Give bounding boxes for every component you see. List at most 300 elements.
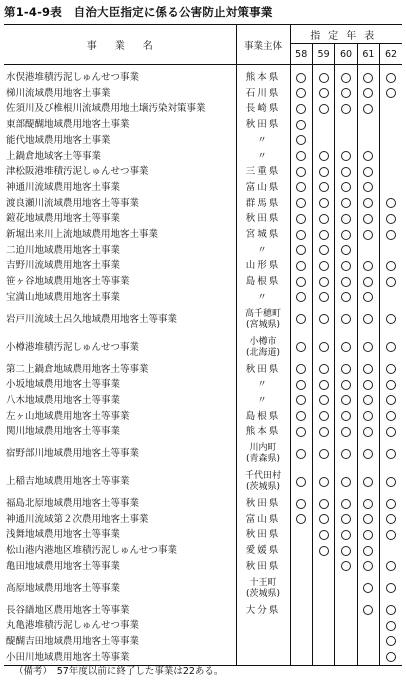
year-cell	[290, 650, 312, 666]
table-row	[4, 149, 402, 165]
table-row	[4, 334, 402, 362]
year-cell	[380, 65, 402, 86]
designated-circle-icon	[363, 292, 373, 302]
designated-circle-icon	[341, 277, 351, 287]
designated-circle-icon	[363, 499, 373, 509]
table-row	[4, 306, 402, 334]
project-name: 亀田地域農用地客土等事業	[4, 559, 236, 575]
designated-circle-icon	[319, 499, 329, 509]
designated-circle-icon	[319, 230, 329, 240]
year-cell	[312, 527, 334, 543]
year-cell	[357, 575, 379, 603]
year-cell	[290, 527, 312, 543]
project-name: 能代地域農用地客土事業	[4, 133, 236, 149]
project-name: 浅舞地域農用地客土等事業	[4, 527, 236, 543]
project-name: 笹ヶ谷地域農用地客土等事業	[4, 274, 236, 290]
project-name: 小田川地域農用地客土等事業	[4, 650, 236, 666]
projects-table	[4, 24, 402, 666]
designated-circle-icon	[319, 477, 329, 487]
year-cell	[380, 258, 402, 274]
year-cell	[335, 211, 357, 227]
year-cell	[290, 377, 312, 393]
project-name: 宝満山地域農用地客土事業	[4, 290, 236, 306]
year-cell	[357, 527, 379, 543]
table-row	[4, 196, 402, 212]
year-cell	[290, 468, 312, 496]
year-cell	[290, 543, 312, 559]
year-cell	[290, 290, 312, 306]
project-entity: 富山県	[236, 180, 290, 196]
designated-circle-icon	[386, 583, 396, 593]
year-cell	[380, 512, 402, 528]
designated-circle-icon	[319, 292, 329, 302]
project-entity: 十王町 (茨城県)	[236, 575, 290, 603]
designated-circle-icon	[341, 380, 351, 390]
designated-circle-icon	[386, 427, 396, 437]
designated-circle-icon	[341, 292, 351, 302]
year-cell	[380, 101, 402, 117]
designated-circle-icon	[296, 449, 306, 459]
year-cell	[290, 133, 312, 149]
project-name: 津松阪港堆積汚泥しゅんせつ事業	[4, 164, 236, 180]
year-cell	[380, 634, 402, 650]
year-cell	[380, 575, 402, 603]
designated-circle-icon	[363, 364, 373, 374]
project-entity: 島根県	[236, 409, 290, 425]
year-cell	[380, 527, 402, 543]
designated-circle-icon	[386, 314, 396, 324]
year-cell	[290, 334, 312, 362]
designated-circle-icon	[296, 198, 306, 208]
table-row	[4, 86, 402, 102]
project-name: 東部醍醐地域農用地客土事業	[4, 117, 236, 133]
year-header: 59	[312, 44, 334, 65]
designated-circle-icon	[319, 364, 329, 374]
table-row	[4, 409, 402, 425]
year-cell	[357, 274, 379, 290]
project-entity: 川内町 (青森県)	[236, 440, 290, 468]
year-cell	[357, 258, 379, 274]
project-name: 神通川流域農用地客土事業	[4, 180, 236, 196]
designated-circle-icon	[296, 277, 306, 287]
designated-circle-icon	[319, 380, 329, 390]
designated-circle-icon	[319, 546, 329, 556]
project-name: 醍醐吉田地域農用地客土等事業	[4, 634, 236, 650]
year-cell	[357, 101, 379, 117]
year-cell	[290, 243, 312, 259]
designated-circle-icon	[341, 561, 351, 571]
year-cell	[380, 274, 402, 290]
designated-circle-icon	[363, 380, 373, 390]
year-cell	[357, 393, 379, 409]
designated-circle-icon	[319, 182, 329, 192]
year-cell	[335, 258, 357, 274]
designated-circle-icon	[363, 198, 373, 208]
designated-circle-icon	[296, 411, 306, 421]
designated-circle-icon	[296, 120, 306, 130]
year-cell	[312, 243, 334, 259]
project-entity: 高千穂町 (宮城県)	[236, 306, 290, 334]
designated-circle-icon	[341, 88, 351, 98]
year-cell	[312, 424, 334, 440]
designated-circle-icon	[386, 561, 396, 571]
project-entity: 石川県	[236, 86, 290, 102]
designated-circle-icon	[363, 73, 373, 83]
table-row	[4, 180, 402, 196]
year-cell	[357, 496, 379, 512]
year-cell	[335, 227, 357, 243]
year-cell	[290, 393, 312, 409]
project-entity	[236, 634, 290, 650]
designated-circle-icon	[319, 342, 329, 352]
project-entity: 秋田県	[236, 496, 290, 512]
designated-circle-icon	[341, 342, 351, 352]
year-header: 61	[357, 44, 379, 65]
designated-circle-icon	[363, 167, 373, 177]
year-cell	[290, 634, 312, 650]
project-entity: 宮城県	[236, 227, 290, 243]
project-entity: 〃	[236, 393, 290, 409]
designated-circle-icon	[363, 104, 373, 114]
year-cell	[357, 650, 379, 666]
project-entity: 愛媛県	[236, 543, 290, 559]
year-cell	[380, 243, 402, 259]
year-header: 62	[384, 48, 398, 60]
designated-circle-icon	[363, 151, 373, 161]
designated-circle-icon	[341, 546, 351, 556]
designated-circle-icon	[296, 245, 306, 255]
year-cell	[290, 575, 312, 603]
year-cell	[290, 211, 312, 227]
project-name: 小樽港堆積汚泥しゅんせつ事業	[4, 334, 236, 362]
column-header-entity: 事業主体	[236, 25, 290, 65]
year-cell	[312, 101, 334, 117]
designated-circle-icon	[296, 261, 306, 271]
table-row	[4, 117, 402, 133]
designated-circle-icon	[386, 605, 396, 615]
year-cell	[290, 258, 312, 274]
year-cell	[357, 211, 379, 227]
designated-circle-icon	[341, 395, 351, 405]
project-name: 二迫川地域農用地客土事業	[4, 243, 236, 259]
year-cell	[380, 559, 402, 575]
year-cell	[380, 650, 402, 666]
project-entity: 熊本県	[236, 424, 290, 440]
table-row	[4, 512, 402, 528]
designated-circle-icon	[319, 395, 329, 405]
year-cell	[312, 409, 334, 425]
project-entity: 秋田県	[236, 559, 290, 575]
designated-circle-icon	[341, 477, 351, 487]
designated-circle-icon	[319, 314, 329, 324]
designated-circle-icon	[341, 151, 351, 161]
year-cell	[335, 133, 357, 149]
year-header: 58	[290, 44, 312, 65]
year-cell	[357, 543, 379, 559]
year-cell	[335, 603, 357, 619]
project-entity	[236, 650, 290, 666]
designated-circle-icon	[296, 182, 306, 192]
designated-circle-icon	[386, 364, 396, 374]
designated-circle-icon	[319, 411, 329, 421]
project-entity: 秋田県	[236, 211, 290, 227]
year-cell	[357, 196, 379, 212]
year-cell	[312, 362, 334, 378]
year-cell	[380, 468, 402, 496]
designated-circle-icon	[341, 514, 351, 524]
year-cell	[357, 409, 379, 425]
designated-circle-icon	[386, 530, 396, 540]
year-cell	[335, 164, 357, 180]
designated-circle-icon	[341, 214, 351, 224]
table-row	[4, 164, 402, 180]
year-cell	[335, 575, 357, 603]
year-cell	[357, 559, 379, 575]
year-cell	[290, 496, 312, 512]
year-cell	[312, 86, 334, 102]
designated-circle-icon	[363, 214, 373, 224]
year-cell	[380, 196, 402, 212]
year-cell	[380, 86, 402, 102]
year-cell	[357, 603, 379, 619]
designated-circle-icon	[363, 605, 373, 615]
table-row	[4, 559, 402, 575]
year-cell	[335, 409, 357, 425]
year-cell	[357, 86, 379, 102]
designated-circle-icon	[386, 477, 396, 487]
designated-circle-icon	[386, 652, 396, 662]
year-cell	[335, 559, 357, 575]
year-cell	[312, 468, 334, 496]
table-row	[4, 543, 402, 559]
year-cell	[312, 306, 334, 334]
year-cell	[312, 227, 334, 243]
column-header-name: 事業名	[4, 25, 236, 65]
year-cell	[312, 164, 334, 180]
year-cell	[290, 117, 312, 133]
designated-circle-icon	[363, 395, 373, 405]
year-cell	[335, 86, 357, 102]
project-name: 左ヶ山地域農用地客土等事業	[4, 409, 236, 425]
project-entity: 秋田県	[236, 117, 290, 133]
year-cell	[335, 650, 357, 666]
designated-circle-icon	[363, 514, 373, 524]
project-name: 鎧花地域農用地客土等事業	[4, 211, 236, 227]
project-name: 宿野部川地域農用地客土等事業	[4, 440, 236, 468]
year-cell	[312, 65, 334, 86]
project-name: 八木地域農用地客土等事業	[4, 393, 236, 409]
year-cell	[290, 559, 312, 575]
project-name: 岩戸川流域土呂久地域農用地客土等事業	[4, 306, 236, 334]
designated-circle-icon	[296, 214, 306, 224]
designated-circle-icon	[363, 261, 373, 271]
designated-circle-icon	[319, 277, 329, 287]
year-cell	[312, 618, 334, 634]
designated-circle-icon	[341, 364, 351, 374]
designated-circle-icon	[341, 245, 351, 255]
year-cell	[335, 440, 357, 468]
designated-circle-icon	[386, 514, 396, 524]
designated-circle-icon	[341, 449, 351, 459]
designated-circle-icon	[386, 636, 396, 646]
year-cell	[357, 65, 379, 86]
table-row	[4, 634, 402, 650]
year-cell	[380, 117, 402, 133]
table-row	[4, 496, 402, 512]
year-cell	[380, 409, 402, 425]
designated-circle-icon	[363, 182, 373, 192]
table-row	[4, 393, 402, 409]
designated-circle-icon	[341, 411, 351, 421]
project-name: 松山港内港地区堆積汚泥しゅんせつ事業	[4, 543, 236, 559]
year-cell	[290, 149, 312, 165]
year-cell	[335, 243, 357, 259]
year-cell	[312, 274, 334, 290]
table-row	[4, 101, 402, 117]
project-name: 第二上鍋倉地域農用地客土等事業	[4, 362, 236, 378]
year-cell	[380, 496, 402, 512]
designated-circle-icon	[319, 514, 329, 524]
table-row	[4, 290, 402, 306]
year-cell	[380, 393, 402, 409]
year-cell	[335, 543, 357, 559]
year-cell	[335, 65, 357, 86]
designated-circle-icon	[386, 499, 396, 509]
designated-circle-icon	[319, 88, 329, 98]
year-cell	[357, 133, 379, 149]
year-cell	[357, 227, 379, 243]
designated-circle-icon	[319, 214, 329, 224]
year-cell	[312, 543, 334, 559]
designated-circle-icon	[296, 88, 306, 98]
project-entity: 群馬県	[236, 196, 290, 212]
year-cell	[312, 575, 334, 603]
year-cell	[335, 468, 357, 496]
designated-circle-icon	[296, 151, 306, 161]
project-entity: 〃	[236, 133, 290, 149]
year-cell	[357, 362, 379, 378]
year-cell	[335, 362, 357, 378]
project-entity: 大分県	[236, 603, 290, 619]
table-row	[4, 575, 402, 603]
table-row	[4, 133, 402, 149]
designated-circle-icon	[319, 427, 329, 437]
year-cell	[335, 496, 357, 512]
designated-circle-icon	[341, 261, 351, 271]
year-cell	[335, 618, 357, 634]
project-name: 梯川流域農用地客土事業	[4, 86, 236, 102]
year-header: 60	[335, 44, 357, 65]
year-cell	[290, 180, 312, 196]
designated-circle-icon	[296, 342, 306, 352]
year-cell	[380, 334, 402, 362]
designated-circle-icon	[296, 73, 306, 83]
project-entity: 〃	[236, 149, 290, 165]
designated-circle-icon	[296, 167, 306, 177]
designated-circle-icon	[386, 198, 396, 208]
designated-circle-icon	[341, 427, 351, 437]
designated-circle-icon	[363, 277, 373, 287]
table-body	[4, 65, 402, 666]
year-cell	[290, 101, 312, 117]
year-cell	[357, 440, 379, 468]
designated-circle-icon	[386, 411, 396, 421]
year-cell	[312, 334, 334, 362]
project-name: 上稲吉地域農用地客土等事業	[4, 468, 236, 496]
project-entity: 小樽市 (北海道)	[236, 334, 290, 362]
year-cell	[312, 117, 334, 133]
table-row	[4, 362, 402, 378]
designated-circle-icon	[386, 261, 396, 271]
year-cell	[312, 196, 334, 212]
year-cell	[335, 424, 357, 440]
year-cell	[290, 306, 312, 334]
designated-circle-icon	[319, 73, 329, 83]
project-name: 小坂地域農用地客土等事業	[4, 377, 236, 393]
project-name: 関川地域農用地客土等事業	[4, 424, 236, 440]
year-cell	[357, 512, 379, 528]
year-cell	[335, 377, 357, 393]
year-cell	[290, 227, 312, 243]
project-entity: 〃	[236, 243, 290, 259]
designated-circle-icon	[386, 73, 396, 83]
year-cell	[357, 306, 379, 334]
designated-circle-icon	[341, 314, 351, 324]
designated-circle-icon	[363, 477, 373, 487]
year-cell	[380, 603, 402, 619]
project-name: 長谷繕地区農用地客土等事業	[4, 603, 236, 619]
designated-circle-icon	[363, 230, 373, 240]
designated-circle-icon	[319, 198, 329, 208]
year-cell	[290, 603, 312, 619]
designated-circle-icon	[341, 73, 351, 83]
year-cell	[335, 634, 357, 650]
designated-circle-icon	[363, 314, 373, 324]
year-cell	[335, 334, 357, 362]
designated-circle-icon	[341, 104, 351, 114]
year-cell	[312, 650, 334, 666]
designated-circle-icon	[363, 411, 373, 421]
project-entity	[236, 618, 290, 634]
project-name: 新堀出来川上流地域農用地客土事業	[4, 227, 236, 243]
year-cell	[312, 149, 334, 165]
designated-circle-icon	[341, 182, 351, 192]
year-cell	[380, 362, 402, 378]
year-cell	[290, 409, 312, 425]
year-cell	[380, 227, 402, 243]
project-entity: 長崎県	[236, 101, 290, 117]
project-entity: 秋田県	[236, 527, 290, 543]
designated-circle-icon	[386, 88, 396, 98]
designated-circle-icon	[386, 230, 396, 240]
project-name: 渡良瀬川流域農用地客土等事業	[4, 196, 236, 212]
year-cell	[335, 290, 357, 306]
designated-circle-icon	[319, 167, 329, 177]
designated-circle-icon	[296, 380, 306, 390]
project-name: 神通川流域第２次農用地客土事業	[4, 512, 236, 528]
project-entity: 山形県	[236, 258, 290, 274]
project-entity: 千代田村 (茨城県)	[236, 468, 290, 496]
year-cell	[312, 393, 334, 409]
designated-circle-icon	[341, 198, 351, 208]
designated-circle-icon	[363, 88, 373, 98]
year-cell	[357, 180, 379, 196]
year-cell	[312, 211, 334, 227]
designated-circle-icon	[296, 135, 306, 145]
designated-circle-icon	[341, 530, 351, 540]
year-cell	[357, 424, 379, 440]
designated-circle-icon	[319, 449, 329, 459]
